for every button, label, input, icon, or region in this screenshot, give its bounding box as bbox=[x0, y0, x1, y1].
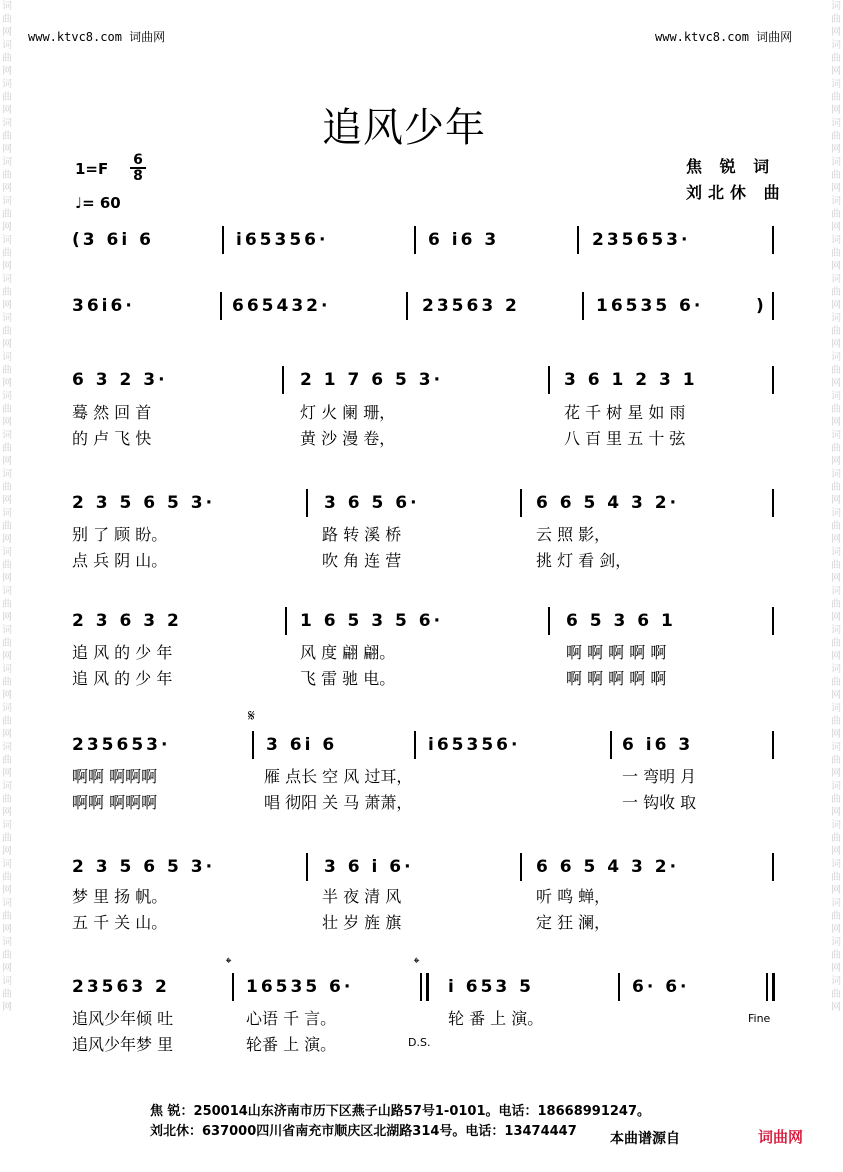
s8-measure-1: 23563 2 bbox=[72, 977, 170, 997]
s5-measure-1: 2 3 6 3 2 bbox=[72, 611, 182, 631]
barline bbox=[577, 226, 579, 254]
s2-measure-1: 36i6· bbox=[72, 296, 135, 316]
s4-lyric-1a: 别 了 顾 盼。 bbox=[72, 525, 168, 544]
s2-measure-4: 16535 6· bbox=[596, 296, 704, 316]
s7-lyric-2c: 定 狂 澜， bbox=[536, 913, 611, 932]
s7-measure-1: 2 3 5 6 5 3· bbox=[72, 857, 216, 877]
coda-icon: 𝄌 bbox=[226, 954, 232, 972]
s7-lyric-1a: 梦 里 扬 帆。 bbox=[72, 887, 168, 906]
s3-lyric-2a: 的 卢 飞 快 bbox=[72, 429, 152, 448]
s8-lyric-2b: 轮番 上 演。 bbox=[246, 1035, 337, 1054]
ds-marking: D.S. bbox=[408, 1036, 431, 1049]
barline bbox=[772, 292, 774, 320]
s7-lyric-1c: 听 鸣 蝉， bbox=[536, 887, 611, 906]
quarter-note-icon: ♩ bbox=[75, 194, 83, 212]
footer-contact-2: 刘北休：637000四川省南充市顺庆区北湖路314号。电话：13474447 bbox=[150, 1124, 577, 1139]
barline bbox=[406, 292, 408, 320]
barline bbox=[548, 607, 550, 635]
s4-measure-2: 3 6 5 6· bbox=[324, 493, 420, 513]
footer-contact-1: 焦 锐：250014山东济南市历下区燕子山路57号1-0101。电话：18668991247。 bbox=[150, 1104, 651, 1119]
s6-lyric-1c: 一 弯明 月 bbox=[622, 767, 697, 786]
s7-lyric-1b: 半 夜 清 风 bbox=[322, 887, 402, 906]
barline bbox=[520, 489, 522, 517]
s4-lyric-2a: 点 兵 阴 山。 bbox=[72, 551, 168, 570]
barline bbox=[252, 731, 254, 759]
barline bbox=[772, 489, 774, 517]
s3-lyric-1c: 花 千 树 星 如 雨 bbox=[564, 403, 686, 422]
s4-measure-1: 2 3 5 6 5 3· bbox=[72, 493, 216, 513]
brand-logo[interactable]: 词曲网 bbox=[758, 1128, 804, 1146]
song-title: 追风少年 bbox=[322, 105, 486, 151]
barline bbox=[282, 366, 284, 394]
s7-lyric-2a: 五 千 关 山。 bbox=[72, 913, 168, 932]
barline bbox=[772, 853, 774, 881]
s8-measure-3: i 653 5 bbox=[448, 977, 534, 997]
barline bbox=[772, 731, 774, 759]
barline bbox=[766, 973, 768, 1001]
fine-marking: Fine bbox=[748, 1012, 771, 1025]
barline bbox=[618, 973, 620, 1001]
s5-lyric-1c: 啊 啊 啊 啊 啊 bbox=[566, 643, 667, 662]
s6-lyric-2c: 一 钩收 取 bbox=[622, 793, 697, 812]
barline bbox=[548, 366, 550, 394]
s8-measure-2: 16535 6· bbox=[246, 977, 354, 997]
tempo-value: = 60 bbox=[82, 194, 121, 212]
s8-lyric-1a: 追风少年倾 吐 bbox=[72, 1009, 174, 1028]
s3-lyric-2b: 黄 沙 漫 卷， bbox=[300, 429, 396, 448]
s4-lyric-1c: 云 照 影， bbox=[536, 525, 611, 544]
s6-measure-2: 3 6i 6 bbox=[266, 735, 338, 755]
time-top: 6 bbox=[133, 152, 143, 168]
barline bbox=[414, 731, 416, 759]
s6-lyric-1b: 雁 点长 空 风 过耳， bbox=[264, 767, 413, 786]
s1-measure-3: 6 i6 3 bbox=[428, 230, 500, 250]
s1-measure-1: (3 6i 6 bbox=[72, 230, 154, 250]
lyricist: 焦 锐 词 bbox=[686, 157, 776, 176]
s6-lyric-2a: 啊啊 啊啊啊 bbox=[72, 793, 158, 812]
s4-measure-3: 6 6 5 4 3 2· bbox=[536, 493, 680, 513]
s2-measure-2: 665432· bbox=[232, 296, 331, 316]
s5-lyric-2a: 追 风 的 少 年 bbox=[72, 669, 173, 688]
s8-measure-4: 6· 6· bbox=[632, 977, 690, 997]
s5-lyric-2b: 飞 雷 驰 电。 bbox=[300, 669, 396, 688]
s5-measure-3: 6 5 3 6 1 bbox=[566, 611, 676, 631]
s8-lyric-1b: 心语 千 言。 bbox=[246, 1009, 337, 1028]
s7-measure-2: 3 6 i 6· bbox=[324, 857, 414, 877]
barline bbox=[222, 226, 224, 254]
barline bbox=[220, 292, 222, 320]
s7-lyric-2b: 壮 岁 旌 旗 bbox=[322, 913, 402, 932]
coda-icon-2: 𝄌 bbox=[414, 954, 420, 972]
footer-source: 本曲谱源自 bbox=[610, 1131, 680, 1147]
s3-measure-2: 2 1 7 6 5 3· bbox=[300, 370, 444, 390]
site-link-left[interactable]: www.ktvc8.com 词曲网 bbox=[28, 30, 166, 44]
s1-measure-2: i65356· bbox=[236, 230, 329, 250]
s3-lyric-1b: 灯 火 阑 珊， bbox=[300, 403, 396, 422]
barline bbox=[414, 226, 416, 254]
s6-measure-4: 6 i6 3 bbox=[622, 735, 694, 755]
s8-lyric-2a: 追风少年梦 里 bbox=[72, 1035, 174, 1054]
barline bbox=[610, 731, 612, 759]
barline bbox=[520, 853, 522, 881]
barline bbox=[285, 607, 287, 635]
barline bbox=[232, 973, 234, 1001]
s6-measure-3: i65356· bbox=[428, 735, 521, 755]
watermark-right: 词曲网词曲网词曲网词曲网词曲网词曲网词曲网词曲网词曲网词曲网词曲网词曲网词曲网词曲网词曲网词曲网词曲网词曲网词曲网词曲网词曲网词曲网词曲网词曲网词曲网词曲网 bbox=[831, 1, 841, 1013]
site-link-right[interactable]: www.ktvc8.com 词曲网 bbox=[655, 30, 793, 44]
s3-lyric-2c: 八 百 里 五 十 弦 bbox=[564, 429, 686, 448]
s5-lyric-1b: 风 度 翩 翩。 bbox=[300, 643, 396, 662]
barline bbox=[772, 226, 774, 254]
s3-measure-3: 3 6 1 2 3 1 bbox=[564, 370, 698, 390]
s5-measure-2: 1 6 5 3 5 6· bbox=[300, 611, 444, 631]
s7-measure-3: 6 6 5 4 3 2· bbox=[536, 857, 680, 877]
time-bottom: 8 bbox=[130, 167, 146, 183]
tempo-mark bbox=[75, 194, 121, 212]
composer: 刘北休 曲 bbox=[686, 183, 786, 202]
key-signature: 1=F bbox=[75, 160, 109, 178]
s4-lyric-1b: 路 转 溪 桥 bbox=[322, 525, 402, 544]
s6-lyric-2b: 唱 彻阳 关 马 萧萧， bbox=[264, 793, 413, 812]
barline bbox=[772, 607, 774, 635]
s2-measure-3: 23563 2 bbox=[422, 296, 520, 316]
s3-measure-1: 6 3 2 3· bbox=[72, 370, 168, 390]
segno-icon: 𝄋 bbox=[248, 706, 255, 725]
s2-close-paren: ) bbox=[756, 296, 767, 316]
time-signature bbox=[130, 153, 146, 183]
barline bbox=[306, 853, 308, 881]
s5-lyric-2c: 啊 啊 啊 啊 啊 bbox=[566, 669, 667, 688]
s4-lyric-2c: 挑 灯 看 剑， bbox=[536, 551, 632, 570]
s1-measure-4: 235653· bbox=[592, 230, 691, 250]
final-barline bbox=[772, 973, 775, 1001]
repeat-barline bbox=[426, 973, 429, 1001]
watermark-left: 词曲网词曲网词曲网词曲网词曲网词曲网词曲网词曲网词曲网词曲网词曲网词曲网词曲网词曲网词曲网词曲网词曲网词曲网词曲网词曲网词曲网词曲网词曲网词曲网词曲网词曲网 bbox=[2, 1, 12, 1013]
s5-lyric-1a: 追 风 的 少 年 bbox=[72, 643, 173, 662]
s6-lyric-1a: 啊啊 啊啊啊 bbox=[72, 767, 158, 786]
s3-lyric-1a: 蓦 然 回 首 bbox=[72, 403, 152, 422]
s8-lyric-1c: 轮 番 上 演。 bbox=[448, 1009, 544, 1028]
barline bbox=[420, 973, 422, 1001]
s4-lyric-2b: 吹 角 连 营 bbox=[322, 551, 402, 570]
barline bbox=[582, 292, 584, 320]
s6-measure-1: 235653· bbox=[72, 735, 171, 755]
barline bbox=[306, 489, 308, 517]
barline bbox=[772, 366, 774, 394]
